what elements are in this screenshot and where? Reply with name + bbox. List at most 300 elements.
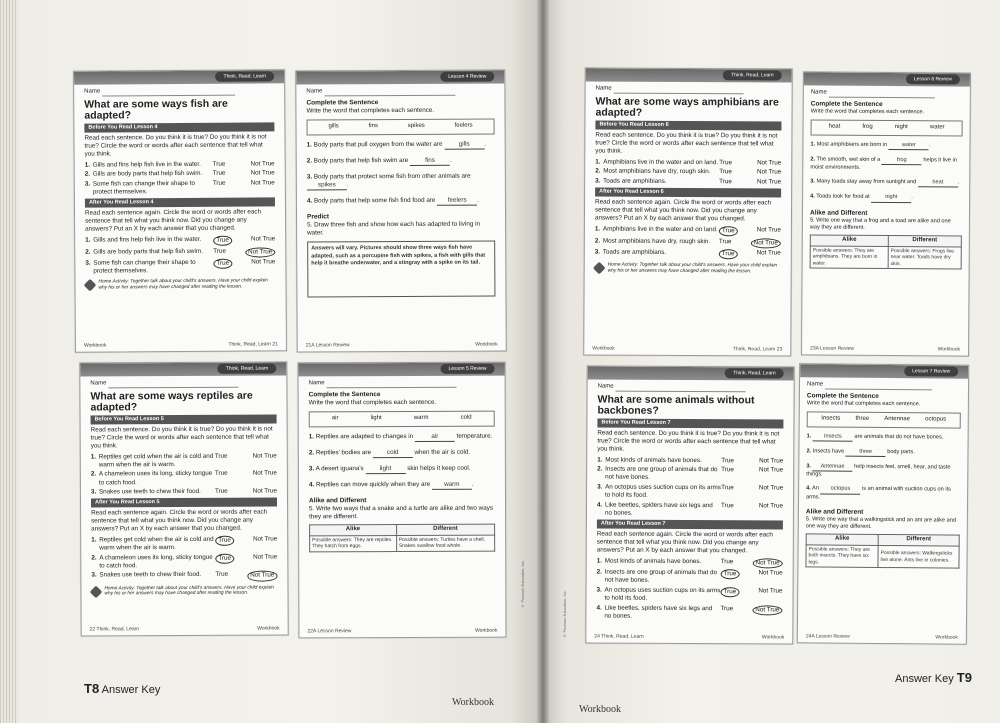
name-label: Name bbox=[306, 88, 323, 95]
name-line bbox=[84, 87, 274, 96]
sheet-footer bbox=[806, 633, 958, 640]
sheet-footer bbox=[306, 341, 498, 348]
sheet-banner bbox=[74, 70, 284, 84]
word-bank bbox=[807, 411, 961, 428]
answer-list bbox=[85, 236, 275, 277]
item-number: 3. bbox=[306, 173, 313, 181]
answer-key-label: Answer Key bbox=[101, 684, 161, 696]
item-number: 1. bbox=[597, 456, 603, 464]
item-text: Insects are one group of animals that do not have bones. bbox=[604, 568, 718, 585]
item-text: Snakes use teeth to chew their food. bbox=[98, 487, 201, 496]
page-number-right: T9 bbox=[956, 670, 972, 685]
footer-right: Think, Read, Learn 21 bbox=[228, 341, 278, 348]
list-item bbox=[307, 172, 495, 190]
section-title: Complete the Sentence bbox=[806, 392, 879, 400]
not-true-option: Not True bbox=[757, 168, 782, 176]
sentence-list bbox=[307, 140, 495, 206]
sentence-end: skin helps it keep cool. bbox=[407, 464, 471, 472]
sentence-list bbox=[810, 141, 962, 203]
section-bar: After You Read Lesson 7 bbox=[597, 519, 783, 529]
item-text: Most amphibians have dry, rough skin. bbox=[603, 167, 711, 176]
sentence-text: Reptiles' bodies are bbox=[315, 448, 371, 457]
word-bank-item: air bbox=[331, 415, 339, 422]
item-number: 2. bbox=[85, 248, 91, 256]
sheet-banner bbox=[586, 68, 792, 82]
item-number: 2. bbox=[91, 554, 97, 562]
sheet-footer bbox=[84, 341, 278, 348]
circled-true: True bbox=[719, 249, 738, 259]
not-true-option: Not True bbox=[252, 487, 277, 495]
sentence-end: is an animal with suction cups on its arms. bbox=[806, 486, 951, 501]
alike-different-table bbox=[810, 235, 962, 270]
question-text: 5. Write one way that a frog and a toad are alike and one way they are different. bbox=[809, 217, 951, 231]
footer-left: 24A Lesson Review bbox=[805, 633, 850, 640]
not-true-option: Not True bbox=[758, 569, 783, 577]
item-text: Some fish can change their shape to protect themselves. bbox=[93, 259, 196, 275]
list-item bbox=[91, 452, 277, 469]
filled-answer: Insects bbox=[813, 433, 853, 442]
sheet-footer bbox=[592, 346, 782, 353]
sheet-banner bbox=[80, 362, 286, 376]
section-title: Complete the Sentence bbox=[308, 390, 381, 398]
sheet-tag: Think, Read, Learn bbox=[725, 368, 784, 378]
sentence-text: Insects have bbox=[812, 448, 845, 455]
item-text: Reptiles get cold when the air is cold and warm when the air is warm. bbox=[99, 536, 214, 552]
not-true-option: Not True bbox=[758, 587, 783, 595]
list-item bbox=[597, 501, 783, 518]
item-text: Gills are body parts that help fish swim. bbox=[92, 170, 203, 179]
circled-not-true: Not True bbox=[247, 571, 277, 581]
list-item bbox=[309, 481, 495, 491]
list-item bbox=[806, 448, 960, 457]
item-text: Like beetles, spiders have six legs and no bones. bbox=[604, 604, 713, 620]
item-number: 3. bbox=[810, 178, 815, 185]
section-bar: After You Read Lesson 4 bbox=[85, 197, 275, 207]
circled-true: True bbox=[215, 554, 234, 564]
true-option: True bbox=[214, 452, 228, 460]
question-list bbox=[595, 158, 781, 186]
section-bar: After You Read Lesson 5 bbox=[91, 498, 277, 508]
word-bank-item: water bbox=[929, 124, 945, 131]
word-bank-item: night bbox=[894, 124, 908, 131]
circled-true: True bbox=[719, 226, 738, 236]
filled-answer: spikes bbox=[307, 181, 347, 190]
true-option: True bbox=[720, 558, 734, 566]
sheet-title: What are some ways amphibians are adapted? bbox=[595, 95, 779, 119]
list-item bbox=[307, 156, 495, 166]
list-item bbox=[596, 604, 782, 621]
not-true-option: Not True bbox=[759, 466, 784, 474]
section-title: Complete the Sentence bbox=[810, 100, 883, 108]
sentence-end: . bbox=[911, 194, 913, 201]
item-text: Most kinds of animals have bones. bbox=[605, 456, 702, 464]
word-bank-item: octopus bbox=[925, 416, 947, 423]
list-item bbox=[810, 194, 962, 203]
item-number: 3. bbox=[597, 483, 603, 491]
word-bank-item: spikes bbox=[407, 122, 425, 129]
sheet-title: What are some animals without backbones? bbox=[597, 393, 755, 417]
footer-left: 22A Lesson Review bbox=[307, 628, 352, 635]
alike-answer: Possible answers: They are both insects. They have six legs. bbox=[806, 545, 878, 568]
worksheet-page-22a bbox=[298, 362, 507, 639]
word-bank-item: three bbox=[855, 415, 870, 423]
sentence-text: Body parts that help fish swim are bbox=[313, 156, 409, 165]
worksheet-page-22 bbox=[79, 361, 288, 636]
section-title: Complete the Sentence bbox=[306, 98, 379, 107]
item-number: 2. bbox=[596, 568, 602, 576]
name-line bbox=[309, 380, 495, 388]
footer-right: Workbook bbox=[937, 346, 961, 353]
instructions: Read each sentence again. Circle the word or words after each sentence that tell what you think now. Did you change any answers? Put an X by each answer that you changed. bbox=[594, 198, 772, 223]
sentence-text: Reptiles can move quickly when they are bbox=[315, 480, 431, 489]
worksheet-page-21a bbox=[295, 69, 506, 352]
item-number: 1. bbox=[306, 141, 312, 149]
sheet-tag: Lesson 7 Review bbox=[904, 366, 958, 376]
not-true-option: Not True bbox=[756, 226, 781, 234]
true-option: True bbox=[719, 178, 732, 186]
item-text: Insects are one group of animals that do not have bones. bbox=[605, 465, 718, 482]
sentence-end: . bbox=[471, 480, 474, 488]
sheet-title: What are some ways fish are adapted? bbox=[84, 97, 228, 122]
true-option: True bbox=[719, 168, 732, 176]
true-option: True bbox=[212, 170, 226, 178]
sheet-tag: Lesson 5 Review bbox=[440, 364, 494, 374]
item-number: 4. bbox=[306, 197, 313, 205]
sheet-banner bbox=[588, 366, 794, 380]
sentence-list bbox=[309, 432, 495, 490]
list-item bbox=[597, 557, 783, 568]
home-activity bbox=[85, 279, 275, 292]
list-item bbox=[85, 236, 275, 247]
list-item bbox=[597, 484, 783, 501]
item-text: Gills and fins help fish live in the water. bbox=[93, 236, 202, 244]
footer-right: Workbook bbox=[475, 627, 498, 634]
question-list bbox=[597, 456, 783, 518]
footer-left: 24 Think, Read, Learn bbox=[594, 633, 644, 640]
sheet-banner bbox=[296, 70, 504, 84]
item-number: 3. bbox=[85, 259, 91, 267]
home-activity-text: Home Activity: Together talk about your child's answers. Have your child explain why his or her answers may have changed after reading the lesson. bbox=[104, 585, 274, 597]
sentence-text: Body parts that protect some fish from other animals are bbox=[313, 172, 471, 181]
worksheet-page-23a bbox=[801, 71, 971, 356]
name-label: Name bbox=[597, 383, 614, 390]
item-text: A chameleon uses its long, sticky tongue to catch food. bbox=[98, 470, 213, 486]
alike-header: Alike bbox=[806, 534, 878, 545]
page-footer-left bbox=[84, 681, 160, 696]
item-number: 1. bbox=[91, 536, 97, 544]
item-number: 2. bbox=[306, 157, 313, 165]
item-number: 2. bbox=[597, 465, 603, 473]
item-number: 2. bbox=[810, 156, 816, 163]
circled-true: True bbox=[721, 587, 740, 597]
list-item bbox=[85, 179, 275, 196]
home-activity-icon bbox=[84, 279, 97, 292]
not-true-option: Not True bbox=[251, 258, 276, 266]
true-option: True bbox=[214, 487, 228, 495]
true-option: True bbox=[721, 466, 734, 474]
item-number: 2. bbox=[84, 171, 91, 179]
name-label: Name bbox=[810, 89, 827, 96]
sheet-banner bbox=[299, 363, 505, 377]
workbook-label-right: Workbook bbox=[579, 704, 621, 715]
circled-not-true: Not True bbox=[245, 247, 275, 257]
not-true-option: Not True bbox=[253, 553, 278, 561]
home-activity bbox=[595, 263, 781, 275]
answer-key-label: Answer Key bbox=[895, 673, 954, 685]
word-bank-item: heat bbox=[828, 123, 841, 130]
section-title: Predict bbox=[307, 213, 330, 221]
footer-right: Think, Read, Learn 23 bbox=[732, 346, 783, 353]
alike-answer: Possible answers: They are amphibians. They are born in water. bbox=[810, 246, 888, 269]
instructions: Write the word that completes each sentence. bbox=[810, 108, 925, 116]
true-option: True bbox=[214, 470, 228, 478]
list-item bbox=[806, 463, 960, 480]
question-text: 5. Write one way that a walkingstick and an ant are alike and one way they are different. bbox=[805, 516, 956, 531]
answer-list bbox=[595, 226, 781, 260]
name-label: Name bbox=[807, 381, 824, 388]
word-bank-item: Antennae bbox=[884, 416, 911, 423]
sentence-text: Toads look for food at bbox=[816, 193, 870, 201]
sentence-end: when the air is cold. bbox=[414, 448, 471, 456]
true-option: True bbox=[212, 160, 226, 168]
list-item bbox=[91, 553, 277, 570]
item-number: 3. bbox=[806, 463, 812, 470]
word-bank-item: gills bbox=[328, 123, 339, 130]
filled-answer: gills bbox=[444, 140, 484, 149]
sentence-end: . bbox=[477, 196, 479, 204]
word-bank bbox=[309, 411, 495, 427]
item-text: Some fish can change their shape to protect themselves. bbox=[92, 179, 196, 196]
list-item bbox=[597, 569, 783, 586]
different-header: Different bbox=[396, 524, 494, 535]
item-number: 4. bbox=[308, 481, 315, 489]
list-item bbox=[807, 433, 961, 442]
name-line bbox=[811, 89, 963, 98]
circled-true: True bbox=[215, 536, 234, 546]
list-item bbox=[810, 156, 962, 172]
copyright-right: © Pearson Education, Inc. bbox=[562, 590, 567, 639]
instructions: Read each sentence. Do you think it is true? Do you think it is not true? Circle the word or words after each sentence that tell what you think. bbox=[595, 131, 778, 155]
not-true-option: Not True bbox=[759, 457, 784, 465]
true-option: True bbox=[215, 571, 229, 579]
home-activity bbox=[91, 585, 277, 597]
sentence-end: are animals that do not have bones. bbox=[854, 433, 944, 441]
item-number: 4. bbox=[596, 604, 602, 612]
word-bank-item: cold bbox=[460, 414, 472, 421]
sentence-text: A desert iguana's bbox=[315, 464, 364, 473]
item-number: 1. bbox=[90, 453, 97, 461]
sheet-banner bbox=[804, 72, 970, 86]
sentence-end: . bbox=[346, 181, 349, 189]
footer-left: Workbook bbox=[592, 345, 615, 352]
worksheet-page-24a bbox=[797, 363, 969, 644]
sheet-footer bbox=[810, 345, 960, 352]
sheet-title: What are some ways reptiles are adapted? bbox=[90, 389, 253, 414]
list-item bbox=[810, 141, 962, 150]
item-text: Gills are body parts that help fish swim. bbox=[93, 247, 203, 256]
different-answer: Possible answers: Frogs live near water. Toads have dry skin. bbox=[888, 246, 961, 269]
circled-true: True bbox=[721, 570, 740, 580]
list-item bbox=[85, 259, 275, 276]
sentence-end: . bbox=[957, 179, 960, 186]
word-bank-item: frog bbox=[862, 123, 873, 131]
instructions: Write the word that completes each sentence. bbox=[306, 106, 435, 115]
item-text: An octopus uses suction cups on its arms to hold its food. bbox=[605, 483, 721, 499]
list-item bbox=[85, 160, 275, 169]
item-text: Toads are amphibians. bbox=[603, 177, 667, 185]
footer-left: 21A Lesson Review bbox=[305, 342, 350, 349]
word-bank-item: warm bbox=[413, 414, 429, 421]
list-item bbox=[595, 168, 781, 177]
item-text: Toads are amphibians. bbox=[602, 248, 667, 257]
item-text: Most amphibians have dry, rough skin. bbox=[602, 237, 711, 245]
name-line bbox=[90, 380, 276, 389]
different-header: Different bbox=[878, 535, 959, 546]
circled-true: True bbox=[213, 236, 232, 246]
item-number: 3. bbox=[595, 177, 601, 185]
list-item bbox=[85, 247, 275, 258]
true-option: True bbox=[720, 604, 734, 612]
page-footer-right bbox=[895, 670, 972, 685]
sentence-end: body parts. bbox=[887, 449, 915, 456]
list-item bbox=[309, 432, 495, 442]
answer-list bbox=[596, 557, 782, 621]
circled-not-true: Not True bbox=[753, 558, 783, 568]
filled-answer: water bbox=[889, 142, 929, 150]
not-true-option: Not True bbox=[252, 469, 277, 478]
list-item bbox=[91, 536, 277, 553]
question-list bbox=[91, 452, 277, 496]
section-title: Alike and Different bbox=[308, 497, 367, 505]
instructions: Read each sentence again. Circle the word or words after each sentence that tell what you think now. Did you change any answers? Put an X by each answer that you changed. bbox=[91, 508, 268, 533]
instructions: Read each sentence. Do you think it is true? Do you think it is not true? Circle the word or words after each sentence that tell what you think. bbox=[90, 425, 273, 450]
sheet-footer bbox=[307, 628, 497, 635]
not-true-option: Not True bbox=[251, 235, 276, 243]
word-bank-item: feelers bbox=[454, 122, 473, 129]
home-activity-icon bbox=[90, 585, 103, 598]
item-number: 1. bbox=[595, 158, 601, 166]
sheet-footer bbox=[594, 634, 784, 641]
item-number: 3. bbox=[84, 180, 91, 188]
filled-answer: fins bbox=[410, 156, 450, 165]
alike-answer: Possible answers: They are reptiles. They hatch from eggs. bbox=[310, 535, 397, 551]
sentence-text: The smooth, wet skin of a bbox=[816, 156, 881, 163]
item-text: Amphibians live in the water and on land. bbox=[603, 158, 719, 167]
filled-answer: frog bbox=[882, 157, 922, 165]
sentence-text: Reptiles are adapted to changes in bbox=[315, 432, 414, 441]
item-text: Like beetles, spiders have six legs and no bones. bbox=[604, 501, 713, 517]
sentence-text: Most amphibians are born in bbox=[816, 141, 888, 148]
item-number: 2. bbox=[594, 237, 601, 245]
item-number: 3. bbox=[596, 586, 602, 594]
true-option: True bbox=[719, 159, 732, 167]
list-item bbox=[597, 466, 783, 483]
alike-header: Alike bbox=[310, 525, 397, 536]
word-bank-item: light bbox=[370, 415, 382, 422]
name-line bbox=[306, 88, 494, 97]
list-item bbox=[91, 488, 277, 497]
footer-left: 22 Think, Read, Learn bbox=[89, 626, 140, 633]
item-number: 3. bbox=[90, 488, 97, 496]
different-answer: Possible answers: Turtles have a shell. Snakes swallow food whole. bbox=[396, 535, 494, 551]
sheet-tag: Lesson 6 Review bbox=[906, 74, 960, 84]
circled-not-true: Not True bbox=[752, 605, 782, 615]
footer-right: Workbook bbox=[935, 634, 958, 641]
name-label: Name bbox=[595, 85, 612, 92]
list-item bbox=[597, 456, 783, 465]
filled-answer: night bbox=[871, 194, 911, 202]
true-option: True bbox=[213, 247, 227, 255]
not-true-option: Not True bbox=[253, 535, 278, 543]
answer-text: Answers will vary. Pictures should show three ways fish have adapted, such as a porcupine fish with spikes, a fish with gills that help it breathe underwater, and a stingray with a spike on its tail. bbox=[311, 244, 486, 267]
section-bar: Before You Read Lesson 4 bbox=[84, 122, 274, 132]
list-item bbox=[307, 140, 495, 150]
list-item bbox=[595, 226, 781, 237]
item-text: Snakes use teeth to chew their food. bbox=[99, 571, 202, 579]
sentence-end: . bbox=[484, 140, 486, 148]
home-activity-icon bbox=[593, 262, 606, 275]
sentence-end: . bbox=[928, 142, 931, 149]
alike-header: Alike bbox=[810, 235, 888, 246]
item-number: 1. bbox=[596, 557, 602, 565]
name-line bbox=[598, 384, 784, 393]
name-label: Name bbox=[90, 380, 107, 387]
item-number: 3. bbox=[594, 248, 601, 256]
not-true-option: Not True bbox=[756, 249, 781, 257]
filled-answer: feelers bbox=[437, 196, 477, 205]
item-number: 4. bbox=[810, 193, 815, 200]
word-bank bbox=[811, 120, 963, 137]
item-text: Amphibians live in the water and on land. bbox=[602, 225, 718, 234]
sentence-list bbox=[806, 433, 961, 502]
true-option: True bbox=[212, 179, 226, 187]
sheet-tag: Lesson 4 Review bbox=[440, 72, 494, 82]
list-item bbox=[91, 470, 277, 487]
list-item bbox=[810, 179, 962, 188]
circled-true: True bbox=[213, 259, 232, 269]
question-text: 5. Write two ways that a snake and a turtle are alike and two ways they are different. bbox=[309, 504, 494, 521]
list-item bbox=[595, 249, 781, 260]
item-number: 1. bbox=[85, 236, 91, 244]
circled-not-true: Not True bbox=[751, 238, 781, 248]
list-item bbox=[309, 464, 495, 474]
item-number: 1. bbox=[84, 161, 90, 169]
footer-left: 23A Lesson Review bbox=[810, 345, 855, 352]
sheet-tag: Think, Read, Learn bbox=[723, 70, 782, 80]
not-true-option: Not True bbox=[757, 159, 782, 167]
not-true-option: Not True bbox=[758, 501, 784, 510]
sentence-end: helps it live in moist environments. bbox=[810, 157, 957, 171]
instructions: Write the word that completes each sentence. bbox=[308, 398, 437, 407]
item-number: 1. bbox=[810, 141, 816, 148]
sheet-footer bbox=[90, 626, 280, 633]
list-item bbox=[309, 448, 495, 458]
list-item bbox=[85, 170, 275, 179]
footer-right: Workbook bbox=[257, 625, 280, 632]
not-true-option: Not True bbox=[250, 179, 275, 187]
copyright-left: © Pearson Education, Inc. bbox=[520, 560, 525, 609]
not-true-option: Not True bbox=[250, 169, 275, 177]
filled-answer: light bbox=[365, 465, 405, 474]
filled-answer: heat bbox=[918, 180, 958, 188]
section-bar: Before You Read Lesson 6 bbox=[595, 120, 781, 130]
item-text: A chameleon uses its long, sticky tongue to catch food. bbox=[99, 553, 213, 570]
not-true-option: Not True bbox=[250, 160, 275, 168]
item-number: 2. bbox=[90, 470, 97, 478]
name-label: Name bbox=[308, 380, 325, 387]
filled-answer: cold bbox=[373, 449, 413, 458]
page-edge-stack bbox=[0, 0, 18, 723]
